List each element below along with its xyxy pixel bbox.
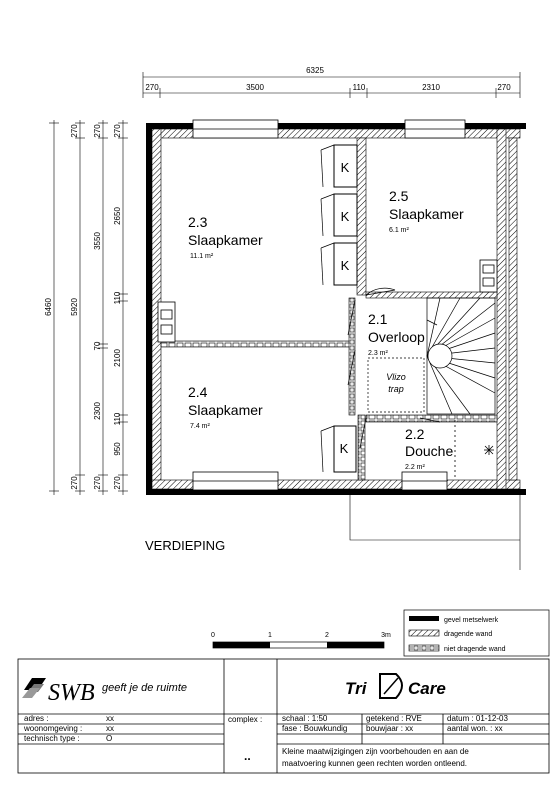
shower-drain-icon: [455, 420, 494, 478]
dim-left-a: 2100: [113, 349, 122, 367]
room-2-1: [368, 311, 425, 357]
dim-left-a: 270: [113, 124, 122, 138]
room-name: Douche: [405, 443, 454, 459]
vlizo-line-2: trap: [388, 384, 404, 394]
dim-top-seg: 3500: [246, 83, 264, 92]
closet-doors: [321, 145, 334, 472]
scale-label: 1: [268, 632, 272, 639]
adres-value: xx: [106, 714, 114, 723]
swb-brand: SWB: [48, 680, 95, 706]
room-name: Overloop: [368, 329, 425, 345]
complex-label: complex :: [228, 715, 263, 724]
technisch-value: O: [106, 734, 113, 743]
outside-lines: [350, 495, 520, 570]
closet-label: K: [340, 160, 350, 175]
dim-left-b: 3550: [93, 232, 102, 250]
tricare-brand-a: Tri: [345, 679, 367, 698]
room-2-2: [405, 426, 453, 471]
complex-value: ..: [244, 749, 251, 763]
closet-label: K: [340, 209, 350, 224]
woonomgeving-label: woonomgeving :: [24, 724, 83, 733]
fase: fase : Bouwkundig: [282, 724, 348, 733]
dim-left-b: 270: [93, 124, 102, 138]
room-2-4: [188, 384, 263, 430]
shafts: [158, 260, 497, 342]
swb-tagline: geeft je de ruimte: [102, 682, 187, 694]
room-name: Slaapkamer: [188, 232, 263, 248]
room-area: 7.4 m²: [190, 423, 210, 430]
dim-top-seg: 270: [145, 83, 159, 92]
room-area: 2.3 m²: [368, 350, 388, 357]
schaal: schaal : 1:50: [282, 714, 328, 723]
room-name: Slaapkamer: [188, 402, 263, 418]
room-area: 2.2 m²: [405, 464, 425, 471]
staircase: [427, 298, 495, 414]
legend-label: dragende wand: [444, 631, 493, 638]
dim-left-mid: 5920: [70, 298, 79, 316]
technisch-label: technisch type :: [24, 734, 80, 743]
swb-logo: [22, 678, 187, 706]
dim-top-seg: 270: [497, 83, 511, 92]
vlizo-line-1: Vlizo: [386, 372, 406, 382]
tricare-logo: [345, 674, 446, 698]
scale-bar: [213, 642, 384, 648]
legend-label: gevel metselwerk: [444, 617, 499, 624]
scale-label: 3m: [381, 632, 391, 639]
datum: datum : 01-12-03: [447, 714, 508, 723]
dim-top-seg: 2310: [422, 83, 440, 92]
floor-title: VERDIEPING: [145, 538, 226, 553]
dim-left-c: 270: [70, 124, 79, 138]
dim-left-a: 270: [113, 476, 122, 490]
left-dimension-chains: [49, 120, 128, 495]
closet-label: K: [340, 258, 350, 273]
dim-left-b: 70: [93, 341, 102, 351]
room-number: 2.4: [188, 384, 208, 400]
dim-left-c: 270: [70, 476, 79, 490]
aantal: aantal won. : xx: [447, 724, 503, 733]
disclaimer-line-1: Kleine maatwijzigingen zijn voorbehouden en aan de: [282, 747, 469, 756]
top-dimension-chain: [143, 72, 520, 98]
dim-left-b: 2300: [93, 402, 102, 420]
room-area: 11.1 m²: [190, 253, 214, 260]
dim-left-a: 950: [113, 442, 122, 456]
woonomgeving-value: xx: [106, 724, 114, 733]
room-number: 2.5: [389, 188, 409, 204]
legend-label: niet dragende wand: [444, 646, 506, 653]
room-2-5: [389, 188, 464, 234]
room-number: 2.3: [188, 214, 208, 230]
dim-top-seg: 110: [352, 83, 366, 92]
dim-left-b: 270: [93, 476, 102, 490]
room-area: 6.1 m²: [389, 227, 409, 234]
dim-left-a: 2650: [113, 207, 122, 225]
interior-walls: [161, 138, 497, 480]
room-number: 2.1: [368, 311, 388, 327]
dim-left-a: 110: [113, 412, 122, 426]
getekend: getekend : RVE: [366, 714, 422, 723]
dim-top-total: 6325: [306, 66, 324, 75]
room-name: Slaapkamer: [389, 206, 464, 222]
tricare-brand-b: Care: [408, 679, 446, 698]
scale-label: 2: [325, 632, 329, 639]
scale-label: 0: [211, 632, 215, 639]
room-number: 2.2: [405, 426, 425, 442]
closet-label: K: [339, 441, 349, 456]
dim-left-total: 6460: [44, 298, 53, 316]
bouwjaar: bouwjaar : xx: [366, 724, 414, 733]
dim-left-a: 110: [113, 291, 122, 305]
disclaimer-line-2: maatvoering kunnen geen rechten worden ontleend.: [282, 759, 468, 768]
room-2-3: [188, 214, 263, 260]
adres-label: adres :: [24, 714, 49, 723]
